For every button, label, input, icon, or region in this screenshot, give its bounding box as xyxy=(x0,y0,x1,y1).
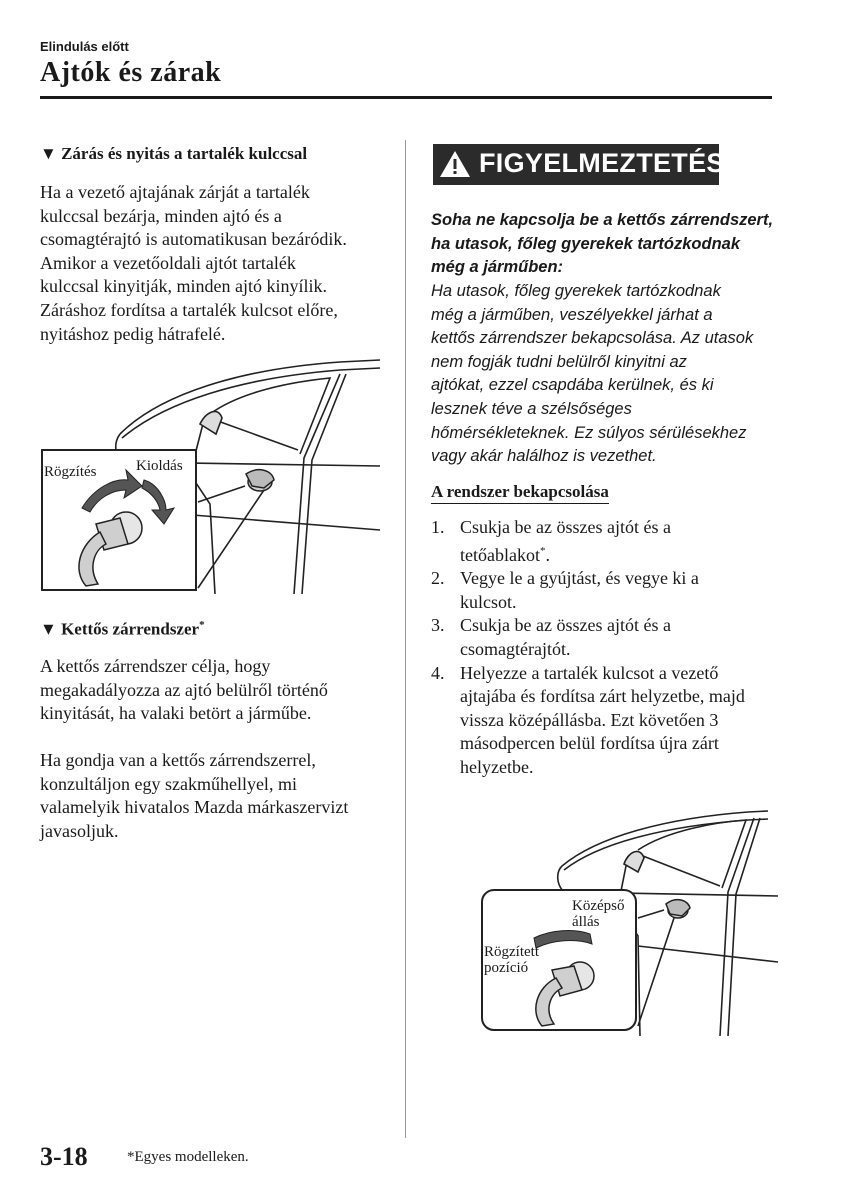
list-item: 3. Csukja be az összes ajtót és a csomagtérajtót. xyxy=(431,615,671,659)
double-lock-paragraph-1: A kettős zárrendszer célja, hogy megakadályozza az ajtó belülről történő kinyitását, ha valaki betört a járműbe. xyxy=(40,656,328,724)
column-divider xyxy=(405,140,406,1138)
title-rule xyxy=(40,96,772,99)
double-lock-paragraph-2: Ha gondja van a kettős zárrendszerrel, konzultáljon egy szakműhellyel, mi valamelyik hivatalos Mazda márkaszervizt javasoljuk. xyxy=(40,750,349,841)
list-item: 2. Vegye le a gyújtást, és vegye ki a kulcsot. xyxy=(431,568,699,612)
triangle-down-icon: ▼ xyxy=(40,144,57,163)
car-door-illustration xyxy=(478,806,778,1036)
list-item: 4. Helyezze a tartalék kulcsot a vezető ajtajába és fordítsa zárt helyzetbe, majd vissza középállásba. Ezt követően 3 másodpercen belül fordítsa újra zárt helyzetbe. xyxy=(431,662,745,777)
page-number: 3-18 xyxy=(40,1142,88,1171)
activation-heading: A rendszer bekapcsolása xyxy=(431,481,609,504)
spare-key-heading: ▼ Zárás és nyitás a tartalék kulccsal xyxy=(40,144,308,163)
lock-label: Rögzítés xyxy=(44,464,97,480)
activation-steps xyxy=(431,516,745,780)
warning-bold-text: Soha ne kapcsolja be a kettős zárrendszert, ha utasok, főleg gyerekek tartózkodnak még a járműben: xyxy=(431,211,774,277)
warning-banner xyxy=(433,144,725,185)
section-label: Elindulás előtt xyxy=(40,39,129,54)
warning-text: Ha utasok, főleg gyerekek tartózkodnak még a járműben, veszélyekkel járhat a kettős zárrendszer bekapcsolása. Az utasok nem fogják tudni belülről kinyitni az ajtókat, ezzel csapdába kerülnek, és ki lesznek téve a szélsőséges hőmérsékleteknek. Ez súlyos sérülésekhez vagy akár halálhoz is vezethet. xyxy=(431,282,754,466)
unlock-label: Kioldás xyxy=(136,458,183,474)
door-lock-figure-2 xyxy=(478,806,778,1036)
warning-icon xyxy=(439,149,471,186)
footnote: *Egyes modelleken. xyxy=(127,1149,249,1165)
triangle-down-icon: ▼ xyxy=(40,619,57,639)
door-lock-figure-1 xyxy=(40,354,380,594)
list-item: 1. Csukja be az összes ajtót és a tetőablakot*. xyxy=(431,517,671,565)
locked-position-label: Rögzített pozíció xyxy=(484,944,539,976)
spare-key-paragraph: Ha a vezető ajtajának zárját a tartalék kulccsal bezárja, minden ajtó és a csomagtérajtó is automatikusan bezáródik. Amikor a vezetőoldali ajtót tartalék kulccsal kinyitják, minden ajtó kinyílik. Záráshoz fordítsa a tartalék kulcsot előre, nyitáshoz pedig hátrafelé. xyxy=(40,182,347,344)
warning-title: FIGYELMEZTETÉS xyxy=(479,148,725,178)
center-position-label: Középső állás xyxy=(572,898,625,930)
page-title: Ajtók és zárak xyxy=(40,57,222,88)
double-lock-heading: ▼ Kettős zárrendszer* xyxy=(40,619,205,639)
